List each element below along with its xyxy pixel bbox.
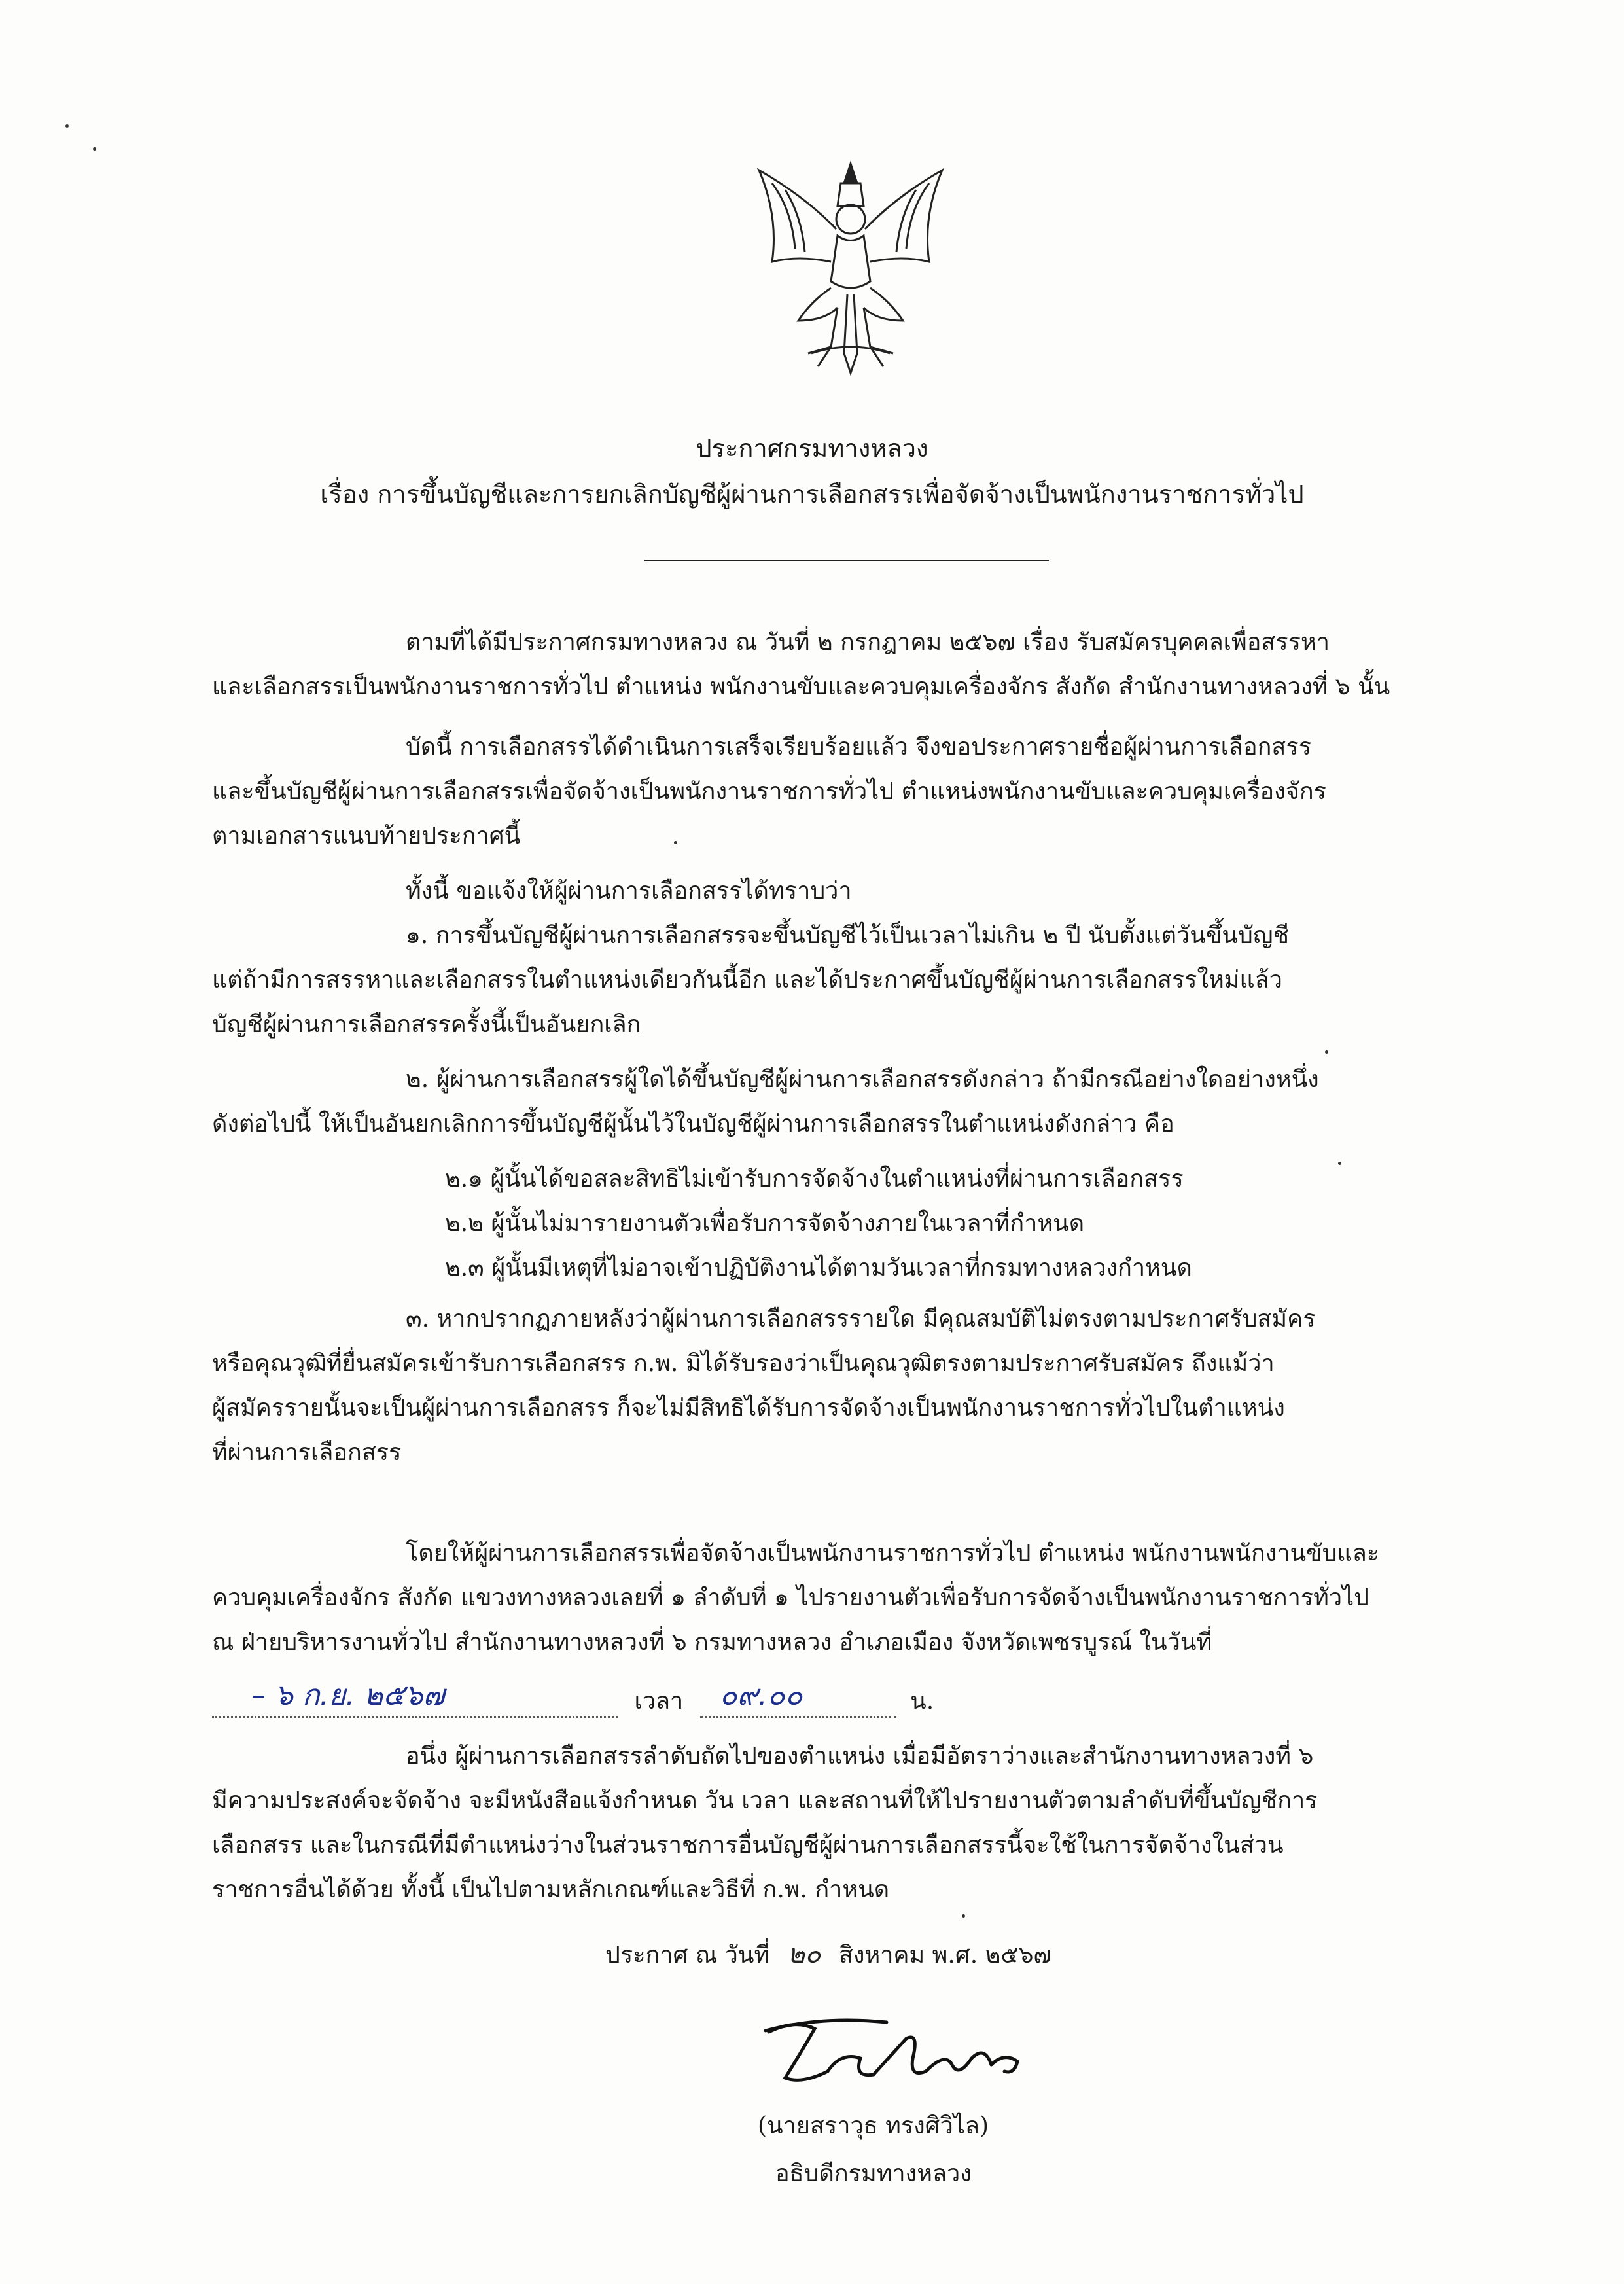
signer-name: (นายสราวุธ ทรงศิวิไล) (758, 2113, 989, 2139)
scan-speck (674, 841, 677, 844)
body-line: ณ ฝ่ายบริหารงานทั่วไป สำนักงานทางหลวงที่ ๖ กรมทางหลวง อำเภอเมือง จังหวัดเพชรบูรณ์ ในวันที่ (212, 1629, 1212, 1656)
announce-day-handwritten: ๒๐ (787, 1939, 821, 1969)
body-line: ควบคุมเครื่องจักร สังกัด แขวงทางหลวงเลยที่ ๑ ลำดับที่ ๑ ไปรายงานตัวเพื่อรับการจัดจ้างเป็นพนักงานราชการทั่วไป (212, 1584, 1369, 1611)
closing-line: ราชการอื่นได้ด้วย ทั้งนี้ เป็นไปตามหลักเกณฑ์และวิธีที่ ก.พ. กำหนด (212, 1876, 890, 1903)
report-time-handwritten: ๐๙.๐๐ (719, 1679, 803, 1712)
scan-speck (1338, 1162, 1341, 1165)
closing-line: อนึ่ง ผู้ผ่านการเลือกสรรลำดับถัดไปของตำแหน่ง เมื่อมีอัตราว่างและสำนักงานทางหลวงที่ ๖ (406, 1743, 1314, 1770)
closing-line: เลือกสรร และในกรณีที่มีตำแหน่งว่างในส่วนราชการอื่นบัญชีผู้ผ่านการเลือกสรรนี้จะใช้ในการจัดจ้างในส่วน (212, 1832, 1284, 1859)
body-line: หรือคุณวุฒิที่ยื่นสมัครเข้ารับการเลือกสรร ก.พ. มิได้รับรองว่าเป็นคุณวุฒิตรงตามประกาศรับสมัคร ถึงแม้ว่า (212, 1350, 1275, 1377)
body-line: ๒.๑ ผู้นั้นได้ขอสละสิทธิไม่เข้ารับการจัดจ้างในตำแหน่งที่ผ่านการเลือกสรร (445, 1166, 1184, 1192)
body-line: ๒.๓ ผู้นั้นมีเหตุที่ไม่อาจเข้าปฏิบัติงานได้ตามวันเวลาที่กรมทางหลวงกำหนด (445, 1255, 1192, 1281)
report-date-handwritten: – ๖ ก.ย. ๒๕๖๗ (251, 1679, 445, 1712)
body-line: บัดนี้ การเลือกสรรได้ดำเนินการเสร็จเรียบร้อยแล้ว จึงขอประกาศรายชื่อผู้ผ่านการเลือกสรร (406, 734, 1312, 760)
scan-speck (1325, 1050, 1328, 1054)
report-date-field (212, 1679, 618, 1718)
closing-line: มีความประสงค์จะจัดจ้าง จะมีหนังสือแจ้งกำหนด วัน เวลา และสถานที่ให้ไปรายงานตัวตามลำดับที่ขึ้นบัญชีการ (212, 1787, 1318, 1814)
scan-speck (93, 147, 96, 151)
report-time-field (700, 1679, 896, 1718)
body-line: ผู้สมัครรายนั้นจะเป็นผู้ผ่านการเลือกสรร ก็จะไม่มีสิทธิได้รับการจัดจ้างเป็นพนักงานราชการทั่วไปในตำแหน่ง (212, 1395, 1285, 1421)
announce-date (605, 1938, 1051, 1971)
scan-speck (65, 124, 69, 128)
body-line: แต่ถ้ามีการสรรหาและเลือกสรรในตำแหน่งเดียวกันนี้อีก และได้ประกาศขึ้นบัญชีผู้ผ่านการเลือกสรรใหม่แล้ว (212, 967, 1283, 993)
announcement-subject: เรื่อง การขึ้นบัญชีและการยกเลิกบัญชีผู้ผ่านการเลือกสรรเพื่อจัดจ้างเป็นพนักงานราชการทั่วไป (320, 480, 1304, 509)
body-line: บัญชีผู้ผ่านการเลือกสรรครั้งนี้เป็นอันยกเลิก (212, 1011, 641, 1038)
title-divider (644, 560, 1049, 561)
signer-position: อธิบดีกรมทางหลวง (775, 2160, 972, 2187)
body-line: ตามที่ได้มีประกาศกรมทางหลวง ณ วันที่ ๒ กรกฎาคม ๒๕๖๗ เรื่อง รับสมัครบุคคลเพื่อสรรหา (406, 629, 1330, 656)
body-line: ดังต่อไปนี้ ให้เป็นอันยกเลิกการขึ้นบัญชีผู้นั้นไว้ในบัญชีผู้ผ่านการเลือกสรรในตำแหน่งดังกล่าว คือ (212, 1111, 1174, 1137)
body-line: และขึ้นบัญชีผู้ผ่านการเลือกสรรเพื่อจัดจ้างเป็นพนักงานราชการทั่วไป ตำแหน่งพนักงานขับและควบคุมเครื่องจักร (212, 778, 1326, 805)
garuda-emblem-icon (733, 157, 968, 380)
time-label: เวลา (634, 1688, 684, 1715)
body-line: ๒. ผู้ผ่านการเลือกสรรผู้ใดได้ขึ้นบัญชีผู้ผ่านการเลือกสรรดังกล่าว ถ้ามีกรณีอย่างใดอย่างหนึ่ง (406, 1066, 1319, 1093)
announce-prefix: ประกาศ ณ วันที่ (605, 1942, 770, 1969)
time-unit: น. (910, 1688, 934, 1715)
body-line: ๑. การขึ้นบัญชีผู้ผ่านการเลือกสรรจะขึ้นบัญชีไว้เป็นเวลาไม่เกิน ๒ ปี นับตั้งแต่วันขึ้นบัญชี (406, 922, 1289, 949)
body-line: โดยให้ผู้ผ่านการเลือกสรรเพื่อจัดจ้างเป็นพนักงานราชการทั่วไป ตำแหน่ง พนักงานพนักงานขับและ (406, 1540, 1380, 1567)
body-line: ทั้งนี้ ขอแจ้งให้ผู้ผ่านการเลือกสรรได้ทราบว่า (406, 878, 852, 904)
body-line: และเลือกสรรเป็นพนักงานราชการทั่วไป ตำแหน่ง พนักงานขับและควบคุมเครื่องจักร สังกัด สำนักงานทางหลวงที่ ๖ นั้น (212, 673, 1390, 700)
body-line: ที่ผ่านการเลือกสรร (212, 1439, 402, 1466)
scan-speck (962, 1914, 965, 1918)
handwritten-signature (756, 2012, 1044, 2104)
announcement-title: ประกาศกรมทางหลวง (696, 434, 928, 463)
body-line: ตามเอกสารแนบท้ายประกาศนี้ (212, 823, 521, 849)
body-line: ๓. หากปรากฏภายหลังว่าผู้ผ่านการเลือกสรรรายใด มีคุณสมบัติไม่ตรงตามประกาศรับสมัคร (406, 1306, 1316, 1332)
body-line: ๒.๒ ผู้นั้นไม่มารายงานตัวเพื่อรับการจัดจ้างภายในเวลาที่กำหนด (445, 1210, 1085, 1237)
announce-suffix: สิงหาคม พ.ศ. ๒๕๖๗ (838, 1942, 1051, 1969)
report-fill-row (212, 1679, 934, 1718)
